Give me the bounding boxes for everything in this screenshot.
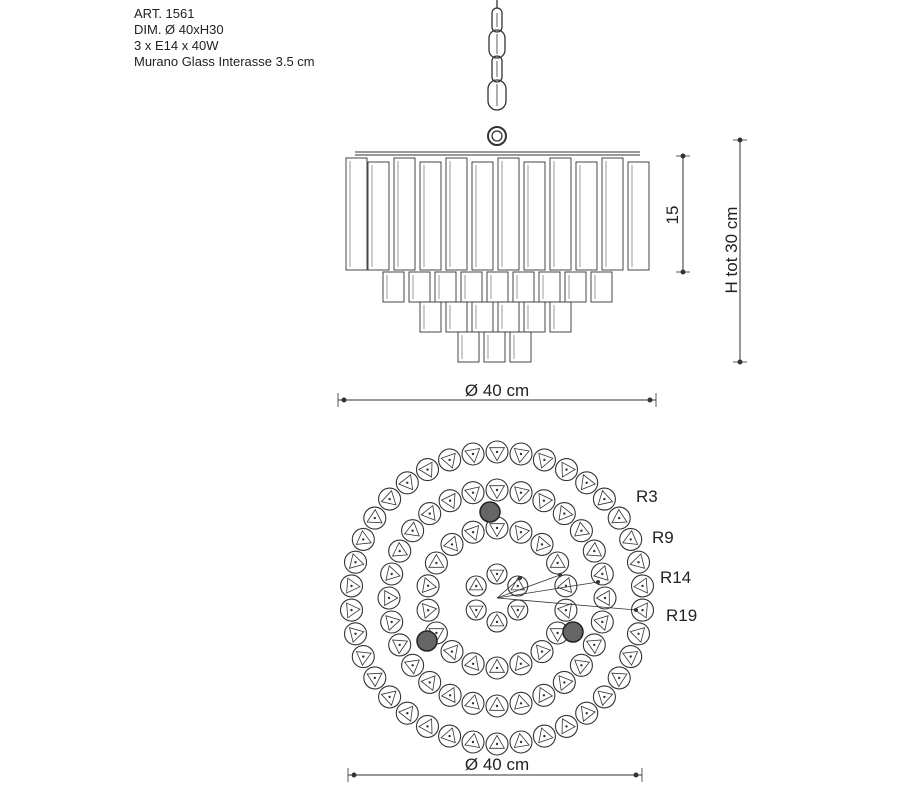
glass-tube-section (486, 733, 508, 755)
glass-tube (524, 302, 545, 332)
glass-tube-section (417, 459, 439, 481)
glass-tube-section (533, 684, 555, 706)
glass-tube (539, 272, 560, 302)
glass-tube (394, 158, 415, 270)
glass-tube-section (628, 623, 650, 645)
dimensions-text: DIM. Ø 40xH30 (134, 22, 224, 37)
glass-tube-section (594, 587, 616, 609)
glass-tube-section (555, 599, 577, 621)
glass-tube (602, 158, 623, 270)
glass-tube-section (402, 654, 424, 676)
top-diameter-label: Ø 40 cm (464, 755, 530, 774)
radius-leader-dot (518, 576, 522, 580)
glass-tube-section (531, 533, 553, 555)
glass-tube-section (439, 449, 461, 471)
glass-tube-section (341, 575, 363, 597)
glass-tube-section (486, 657, 508, 679)
side-diameter-label: Ø 40 cm (464, 381, 530, 400)
glass-tube-section (556, 459, 578, 481)
glass-tube-section (583, 634, 605, 656)
radius-label-r19: R19 (666, 606, 698, 625)
glass-tube-section (620, 528, 642, 550)
glass-tube-section (510, 692, 532, 714)
glass-tube (458, 332, 479, 362)
glass-tube (576, 162, 597, 270)
glass-tube-section (486, 479, 508, 501)
glass-tube-section (439, 725, 461, 747)
radius-leader-dot (558, 573, 562, 577)
bulbs-text: 3 x E14 x 40W (134, 38, 219, 53)
glass-tube-section (510, 482, 532, 504)
glass-tube (472, 162, 493, 270)
radius-label-r14: R14 (660, 568, 692, 587)
glass-tube (510, 332, 531, 362)
glass-tube-section (378, 587, 400, 609)
glass-tube-section (345, 623, 367, 645)
glass-tube (565, 272, 586, 302)
glass-tube-section (419, 503, 441, 525)
glass-tube (591, 272, 612, 302)
glass-tube-section (510, 731, 532, 753)
radius-label-r3: R3 (636, 487, 658, 506)
glass-tube-section (553, 671, 575, 693)
glass-tube-section (417, 715, 439, 737)
glass-tube-section (462, 653, 484, 675)
glass-tube-section (593, 488, 615, 510)
glass-tube-section (510, 443, 532, 465)
glass-tube-section (570, 520, 592, 542)
glass-tube-section (591, 611, 613, 633)
glass-tube (498, 158, 519, 270)
glass-tube (628, 162, 649, 270)
chain (488, 0, 506, 145)
glass-tube (487, 272, 508, 302)
glass-tube-section (508, 600, 528, 620)
article-number: ART. 1561 (134, 6, 195, 21)
glass-tube-section (396, 472, 418, 494)
glass-tube (446, 302, 467, 332)
glass-tube-section (381, 563, 403, 585)
glass-tube-section (462, 482, 484, 504)
glass-tube-section (593, 686, 615, 708)
glass-tube-section (352, 646, 374, 668)
glass-tube-section (462, 692, 484, 714)
bulb-icon (417, 631, 437, 651)
glass-tube (524, 162, 545, 270)
glass-tube (446, 158, 467, 270)
glass-tube (409, 272, 430, 302)
glass-tube (346, 158, 367, 270)
tier-height-label: 15 (663, 205, 682, 225)
glass-tube-section (417, 599, 439, 621)
glass-tube-section (381, 611, 403, 633)
glass-tube-section (389, 540, 411, 562)
glass-tube-section (379, 686, 401, 708)
bulb-icon (563, 622, 583, 642)
total-height-label: H tot 30 cm (722, 206, 741, 294)
glass-tube-section (576, 472, 598, 494)
glass-tube-section (462, 731, 484, 753)
glass-tube-section (547, 552, 569, 574)
glass-tube-section (364, 667, 386, 689)
radius-leader-dot (596, 580, 600, 584)
glass-tube-section (628, 551, 650, 573)
glass-tube-section (425, 552, 447, 574)
glass-tube (484, 332, 505, 362)
glass-tube-section (462, 443, 484, 465)
glass-tube-section (556, 715, 578, 737)
glass-tube-section (533, 725, 555, 747)
glass-tube-section (591, 563, 613, 585)
glass-tube-section (379, 488, 401, 510)
glass-tube-section (364, 507, 386, 529)
glass-tube-section (583, 540, 605, 562)
glass-tube-section (462, 521, 484, 543)
glass-tubes (346, 158, 649, 362)
glass-tube-section (441, 533, 463, 555)
glass-tube (513, 272, 534, 302)
glass-tube-section (352, 528, 374, 550)
radius-label-r9: R9 (652, 528, 674, 547)
glass-tube-section (620, 646, 642, 668)
glass-tube-section (389, 634, 411, 656)
top-view (341, 441, 654, 755)
glass-tube-section (466, 576, 486, 596)
glass-tube (435, 272, 456, 302)
glass-tube (368, 162, 389, 270)
glass-tube-section (608, 507, 630, 529)
glass-tube-section (576, 702, 598, 724)
glass-tube-section (396, 702, 418, 724)
glass-tube (383, 272, 404, 302)
glass-tube-section (341, 599, 363, 621)
glass-tube-section (510, 521, 532, 543)
glass-tube-section (441, 641, 463, 663)
glass-tube-section (439, 490, 461, 512)
glass-tube-section (632, 575, 654, 597)
material-text: Murano Glass Interasse 3.5 cm (134, 54, 315, 69)
glass-tube-section (402, 520, 424, 542)
bulb-icon (480, 502, 500, 522)
glass-tube (461, 272, 482, 302)
glass-tube-section (510, 653, 532, 675)
glass-tube-section (533, 449, 555, 471)
glass-tube-section (486, 441, 508, 463)
glass-tube-section (608, 667, 630, 689)
glass-tube-section (419, 671, 441, 693)
glass-tube-section (486, 695, 508, 717)
glass-tube-section (487, 564, 507, 584)
glass-tube-section (533, 490, 555, 512)
glass-tube (498, 302, 519, 332)
glass-tube (550, 158, 571, 270)
side-view (346, 0, 649, 362)
glass-tube-section (439, 684, 461, 706)
glass-tube (550, 302, 571, 332)
glass-tube (420, 162, 441, 270)
glass-tube-section (345, 551, 367, 573)
glass-tube-section (531, 641, 553, 663)
glass-tube (472, 302, 493, 332)
glass-tube-section (466, 600, 486, 620)
glass-tube-section (570, 654, 592, 676)
glass-tube-section (417, 575, 439, 597)
glass-tube (420, 302, 441, 332)
glass-tube-section (553, 503, 575, 525)
radius-leader-dot (634, 608, 638, 612)
glass-tube-section (487, 612, 507, 632)
